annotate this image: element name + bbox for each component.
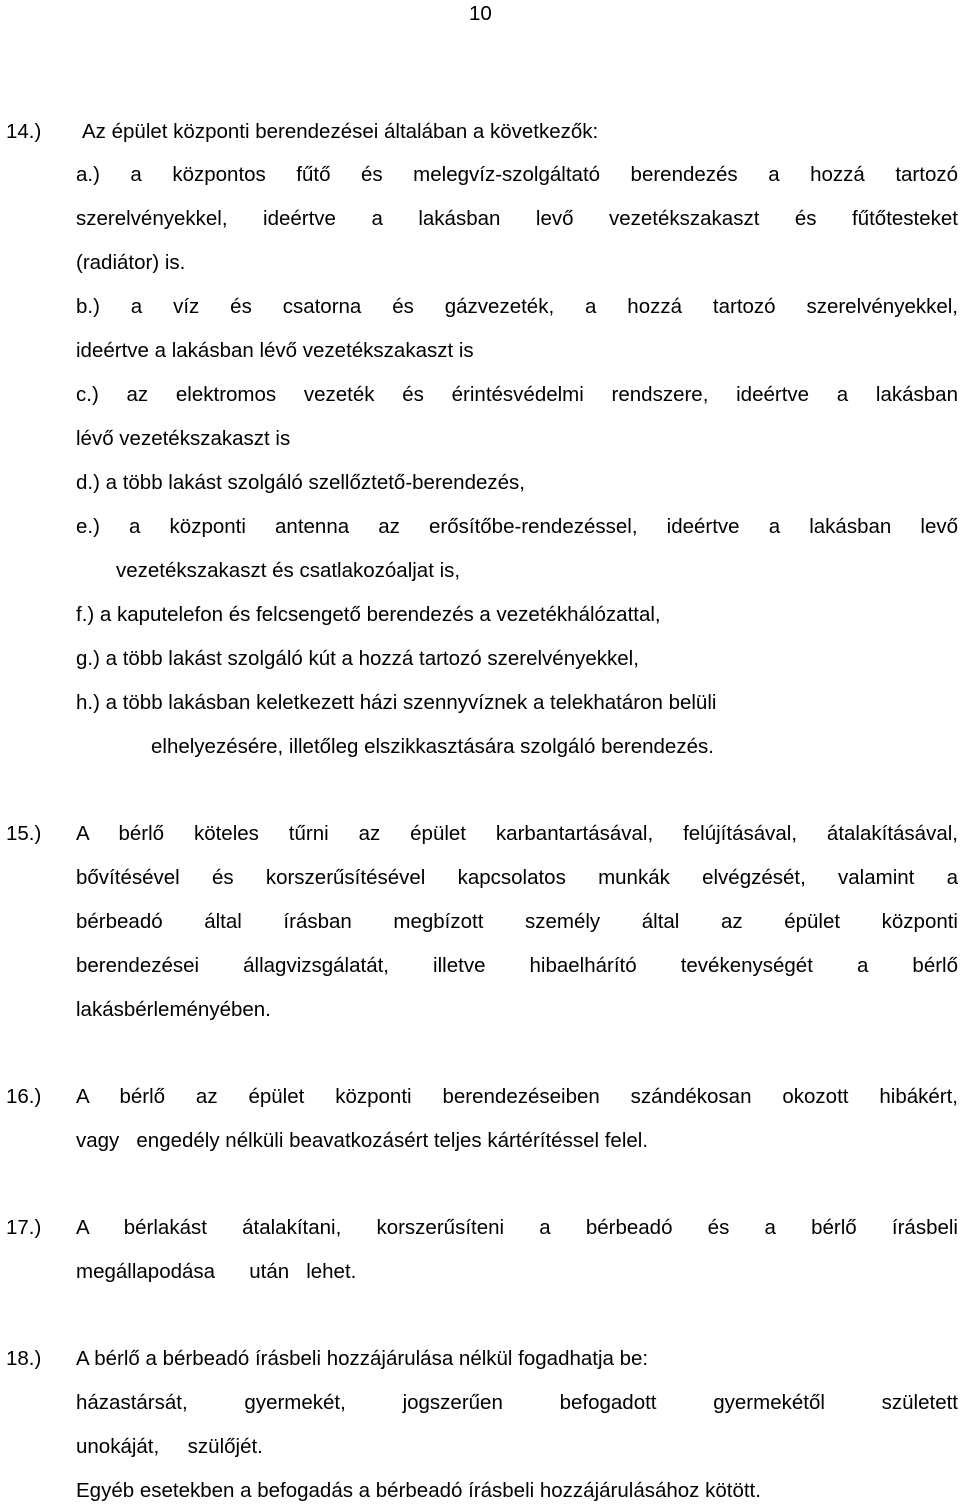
item-a-line-1: a.) a központos fűtő és melegvíz-szolgáltató berendezés a hozzá tartozó (76, 163, 958, 186)
item-a-line-2: szerelvényekkel, ideértve a lakásban levő vezetékszakaszt és fűtőtesteket (76, 207, 958, 230)
section-17-line-2: megállapodása után lehet. (76, 1260, 357, 1283)
section-15-line-1: A bérlő köteles tűrni az épület karbantartásával, felújításával, átalakításával, (76, 822, 958, 845)
section-15-line-2: bővítésével és korszerűsítésével kapcsolatos munkák elvégzését, valamint a (76, 866, 958, 889)
section-18-line-3: unokáját, szülőjét. (76, 1435, 263, 1458)
item-f-line-1: f.) a kaputelefon és felcsengető berendezés a vezetékhálózattal, (76, 603, 661, 626)
section-15-line-4: berendezései állagvizsgálatát, illetve hibaelhárító tevékenységét a bérlő (76, 954, 958, 977)
item-a-line-3: (radiátor) is. (76, 251, 186, 274)
section-18-line-1: A bérlő a bérbeadó írásbeli hozzájárulása nélkül fogadhatja be: (76, 1347, 649, 1370)
section-number: 17.) (6, 1216, 42, 1239)
item-e-line-1: e.) a központi antenna az erősítőbe-rendezéssel, ideértve a lakásban levő (76, 515, 958, 538)
item-g-line-1: g.) a több lakást szolgáló kút a hozzá tartozó szerelvényekkel, (76, 647, 639, 670)
section-number: 15.) (6, 822, 42, 845)
item-h-line-1: h.) a több lakásban keletkezett házi szennyvíznek a telekhatáron belüli (76, 691, 717, 714)
item-b-line-1: b.) a víz és csatorna és gázvezeték, a hozzá tartozó szerelvényekkel, (76, 295, 958, 318)
section-number: 18.) (6, 1347, 42, 1370)
item-c-line-1: c.) az elektromos vezeték és érintésvédelmi rendszere, ideértve a lakásban (76, 383, 958, 406)
section-17-line-1: A bérlakást átalakítani, korszerűsíteni a bérbeadó és a bérlő írásbeli (76, 1216, 958, 1239)
section-18-line-4: Egyéb esetekben a befogadás a bérbeadó írásbeli hozzájárulásához kötött. (76, 1479, 761, 1502)
section-intro: Az épület központi berendezései általában a következők: (82, 120, 599, 143)
section-16-line-2: vagy engedély nélküli beavatkozásért teljes kártérítéssel felel. (76, 1129, 649, 1152)
item-c-line-2: lévő vezetékszakaszt is (76, 427, 291, 450)
section-15-line-5: lakásbérleményében. (76, 998, 271, 1021)
item-h-line-2: elhelyezésére, illetőleg elszikkasztására szolgáló berendezés. (151, 735, 714, 758)
section-16-line-1: A bérlő az épület központi berendezéseiben szándékosan okozott hibákért, (76, 1085, 958, 1108)
item-b-line-2: ideértve a lakásban lévő vezetékszakaszt is (76, 339, 474, 362)
section-18-line-2: házastársát, gyermekét, jogszerűen befogadott gyermekétől született (76, 1391, 958, 1414)
item-e-line-2: vezetékszakaszt és csatlakozóaljat is, (116, 559, 461, 582)
item-d-line-1: d.) a több lakást szolgáló szellőztető-berendezés, (76, 471, 525, 494)
page-number: 10 (469, 2, 492, 25)
section-number: 16.) (6, 1085, 42, 1108)
section-number: 14.) (6, 120, 42, 143)
section-15-line-3: bérbeadó által írásban megbízott személy által az épület központi (76, 910, 958, 933)
